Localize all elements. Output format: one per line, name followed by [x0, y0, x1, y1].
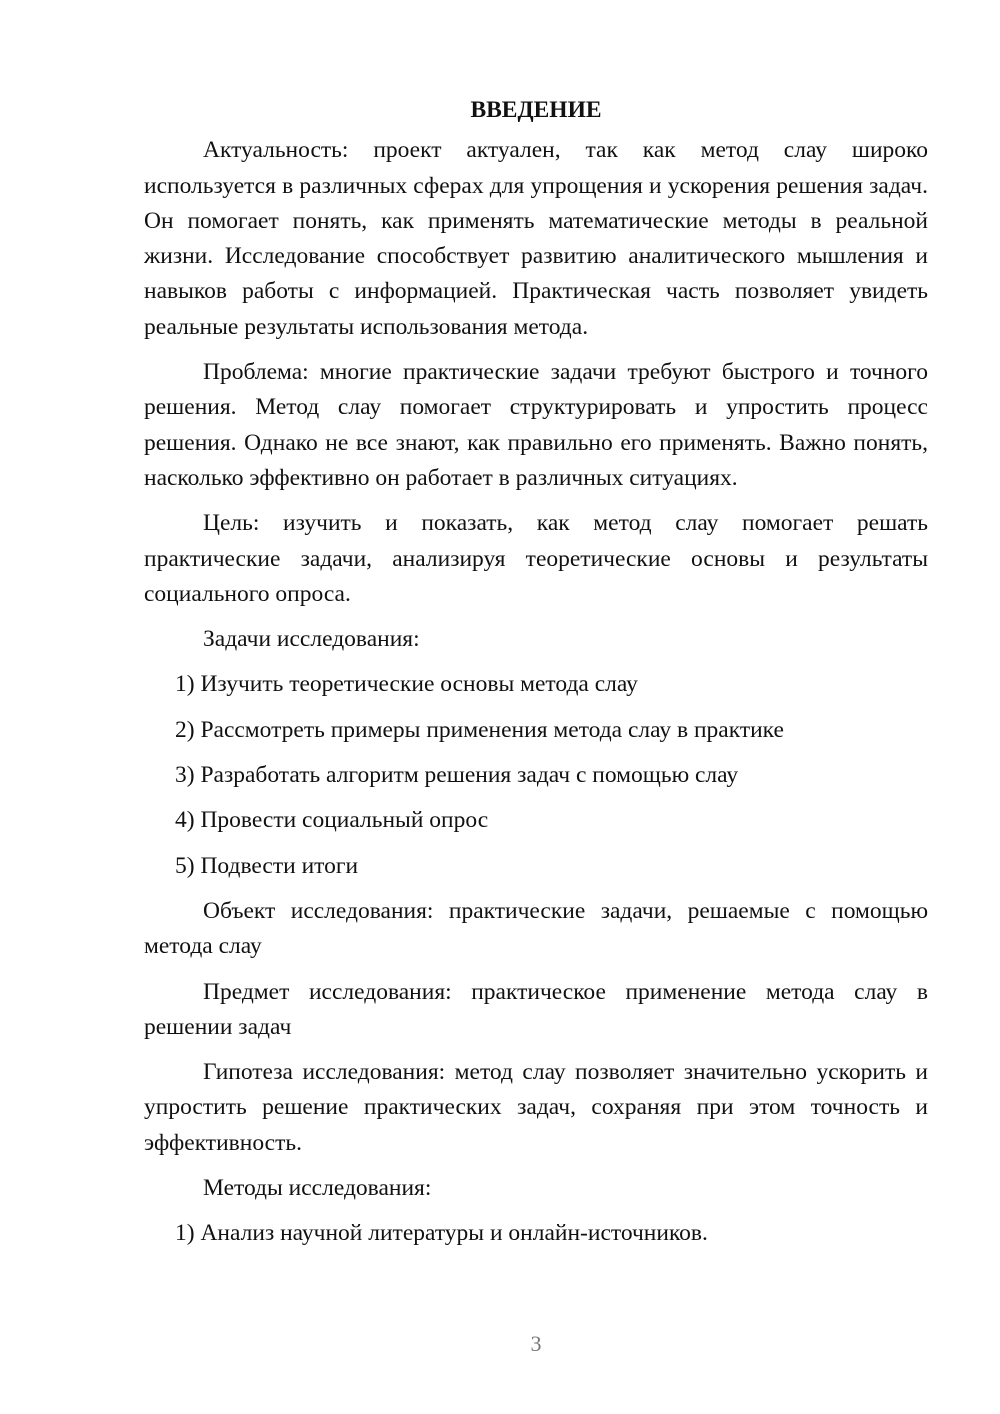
- goal-paragraph: Цель: изучить и показать, как метод слау помогает решать практические задачи, анализируя теоретические основы и результаты социального опроса.: [144, 510, 928, 607]
- task-item-3: 3) Разработать алгоритм решения задач с помощью слау: [175, 762, 739, 789]
- task-item-1: 1) Изучить теоретические основы метода слау: [175, 671, 638, 698]
- page-content: [144, 93, 928, 1262]
- subject-paragraph: Предмет исследования: практическое применение метода слау в решении задач: [144, 978, 928, 1040]
- task-item-5: 5) Подвести итоги: [175, 852, 359, 879]
- task-item-4: 4) Провести социальный опрос: [175, 807, 489, 834]
- page-number: 3: [530, 1331, 542, 1356]
- task-item-2: 2) Рассмотреть примеры применения метода слау в практике: [175, 716, 784, 743]
- section-heading: ВВЕДЕНИЕ: [470, 97, 602, 123]
- method-item-1: 1) Анализ научной литературы и онлайн-источников.: [175, 1220, 708, 1247]
- relevance-paragraph: Актуальность: проект актуален, так как метод слау широко используется в различных сферах для упрощения и ускорения решения задач. Он помогает понять, как применять математические методы в реальной жизни. Исследование способствует развитию аналитического мышления и навыков работы с информацией. Практическая часть позволяет увидеть реальные результаты использования метода.: [144, 137, 928, 340]
- hypothesis-paragraph: Гипотеза исследования: метод слау позволяет значительно ускорить и упростить решение практических задач, сохраняя при этом точность и эффективность.: [144, 1059, 928, 1156]
- methods-label: Методы исследования:: [203, 1175, 432, 1202]
- problem-paragraph: Проблема: многие практические задачи требуют быстрого и точного решения. Метод слау помогает структурировать и упростить процесс решения. Однако не все знают, как правильно его применять. Важно понять, насколько эффективно он работает в различных ситуациях.: [144, 359, 928, 491]
- tasks-label: Задачи исследования:: [203, 626, 420, 653]
- object-paragraph: Объект исследования: практические задачи, решаемые с помощью метода слау: [144, 897, 928, 960]
